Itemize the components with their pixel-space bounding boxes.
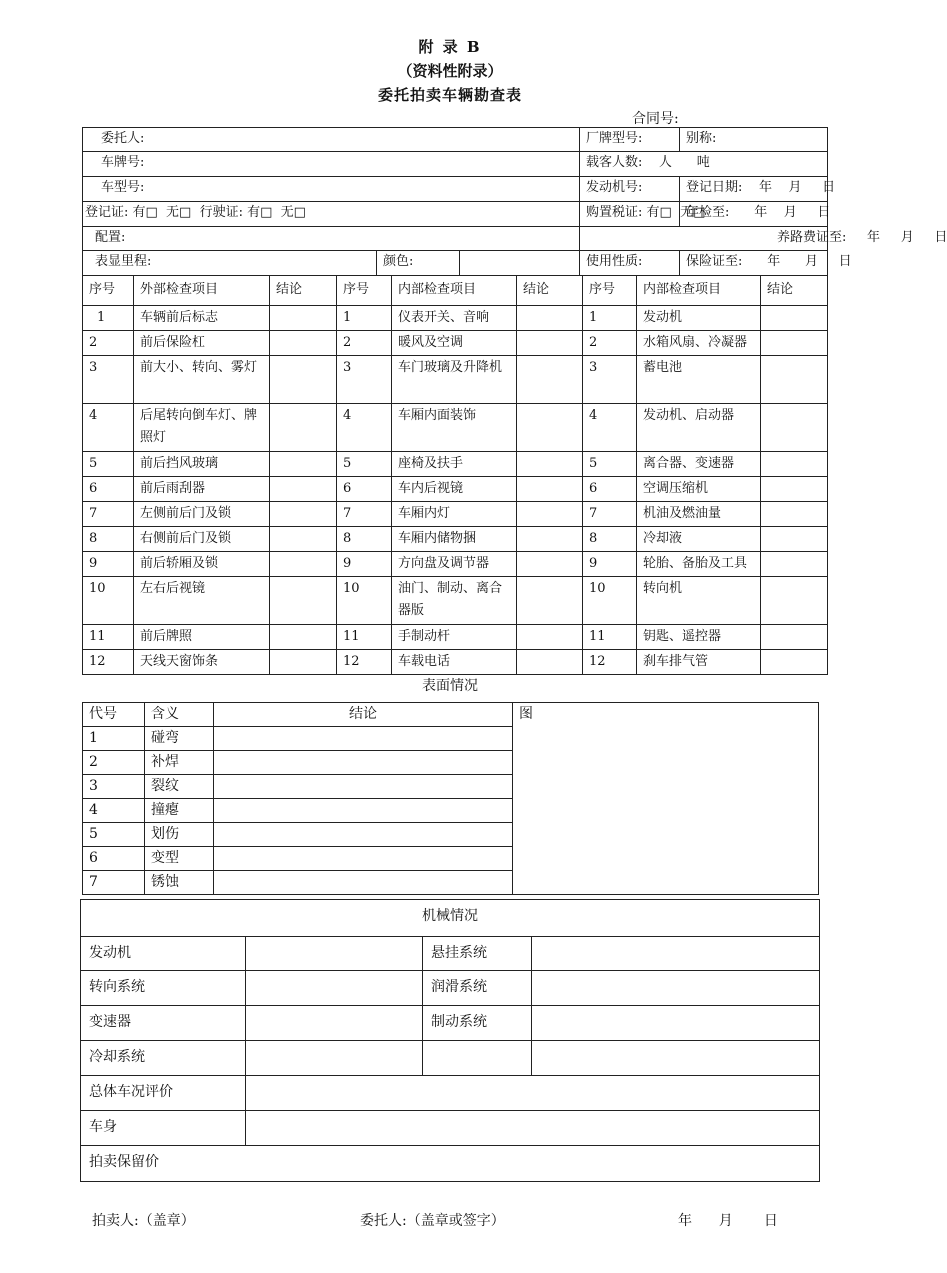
surface-result-cell[interactable] — [214, 775, 513, 799]
surface-result-cell[interactable] — [214, 751, 513, 775]
cooling-label: 冷却系统 — [81, 1041, 246, 1076]
cooling-value[interactable] — [246, 1041, 423, 1076]
checklist-row — [83, 527, 828, 552]
brake-value[interactable] — [532, 1006, 820, 1041]
checklist-item-cell: 离合器、变速器 — [637, 452, 761, 477]
checklist-row — [83, 306, 828, 331]
checklist-item-cell: 前后雨刮器 — [134, 477, 270, 502]
checklist-result-cell[interactable] — [517, 477, 583, 502]
checklist-row — [83, 331, 828, 356]
suspension-label: 悬挂系统 — [423, 937, 532, 971]
checklist-index-cell: 7 — [583, 502, 637, 527]
surface-code-cell: 2 — [83, 751, 145, 775]
signature-date: 年 月 日 — [678, 1213, 778, 1229]
surface-result-cell[interactable] — [214, 799, 513, 823]
checklist-index-cell: 11 — [583, 625, 637, 650]
checklist-index-cell: 8 — [337, 527, 392, 552]
checklist-index-cell: 5 — [83, 452, 134, 477]
checklist-result-cell[interactable] — [761, 404, 828, 452]
insurance-field[interactable]: 保险证至: 年 月 日 — [680, 251, 828, 276]
checklist-result-cell[interactable] — [517, 331, 583, 356]
engine-label: 发动机 — [81, 937, 246, 971]
checklist-index-cell: 4 — [583, 404, 637, 452]
inspection-field[interactable]: 年检至: 年 月 日 — [680, 202, 828, 227]
checklist-result-cell[interactable] — [761, 625, 828, 650]
checklist-item-cell: 前后保险杠 — [134, 331, 270, 356]
surface-result-cell[interactable] — [214, 823, 513, 847]
checklist-index-cell: 3 — [337, 356, 392, 404]
checklist-item-cell: 转向机 — [637, 577, 761, 625]
checklist-row — [83, 577, 828, 625]
surface-meaning-cell: 划伤 — [145, 823, 214, 847]
color-field[interactable]: 颜色: — [377, 251, 460, 276]
checklist-result-cell[interactable] — [270, 306, 337, 331]
page-title: 委托拍卖车辆勘查表 — [377, 86, 522, 104]
plate-field[interactable]: 车牌号: — [83, 152, 580, 177]
body-label: 车身 — [81, 1111, 246, 1146]
auctioneer-signature: 拍卖人:（盖章） — [92, 1213, 195, 1229]
checklist-header-5: 结论 — [517, 276, 583, 306]
checklist-result-cell[interactable] — [761, 577, 828, 625]
vehicle-info-table — [82, 127, 947, 276]
transmission-value[interactable] — [246, 1006, 423, 1041]
checklist-item-cell: 座椅及扶手 — [392, 452, 517, 477]
surface-condition-table — [82, 702, 819, 895]
checklist-item-cell: 刹车排气管 — [637, 650, 761, 675]
checklist-item-cell: 水箱风扇、冷凝器 — [637, 331, 761, 356]
lubrication-value[interactable] — [532, 971, 820, 1006]
checklist-index-cell: 3 — [583, 356, 637, 404]
checklist-result-cell[interactable] — [517, 502, 583, 527]
checklist-item-cell: 发动机、启动器 — [637, 404, 761, 452]
checklist-item-cell: 冷却液 — [637, 527, 761, 552]
checklist-item-cell: 前后轿厢及锁 — [134, 552, 270, 577]
checklist-index-cell: 4 — [337, 404, 392, 452]
checklist-index-cell: 12 — [337, 650, 392, 675]
checklist-index-cell: 7 — [337, 502, 392, 527]
checklist-item-cell: 车厢内灯 — [392, 502, 517, 527]
mechanical-section-title: 机械情况 — [81, 900, 820, 937]
surface-meaning-cell: 裂纹 — [145, 775, 214, 799]
checklist-item-cell: 轮胎、备胎及工具 — [637, 552, 761, 577]
surface-section-title: 表面情况 — [422, 678, 478, 694]
road-fee-field[interactable]: 养路费证至: 年 月 日 — [580, 227, 828, 251]
checklist-index-cell: 4 — [83, 404, 134, 452]
checklist-item-cell: 方向盘及调节器 — [392, 552, 517, 577]
appendix-label: 附 录 B — [418, 38, 482, 56]
surface-header-0: 代号 — [83, 703, 145, 727]
checklist-item-cell: 车内后视镜 — [392, 477, 517, 502]
checklist-result-cell[interactable] — [270, 625, 337, 650]
surface-code-cell: 1 — [83, 727, 145, 751]
checklist-item-cell: 蓄电池 — [637, 356, 761, 404]
appendix-note: （资料性附录） — [397, 62, 503, 80]
checklist-header-1: 外部检查项目 — [134, 276, 270, 306]
checklist-index-cell: 5 — [583, 452, 637, 477]
checklist-row — [83, 552, 828, 577]
checklist-item-cell: 后尾转向倒车灯、牌照灯 — [134, 404, 270, 452]
surface-meaning-cell: 撞瘪 — [145, 799, 214, 823]
surface-meaning-cell: 锈蚀 — [145, 871, 214, 895]
checklist-index-cell: 10 — [83, 577, 134, 625]
checklist-result-cell[interactable] — [270, 477, 337, 502]
engine-number-field[interactable]: 发动机号: — [580, 177, 680, 202]
checklist-result-cell[interactable] — [517, 577, 583, 625]
checklist-result-cell[interactable] — [761, 552, 828, 577]
checklist-index-cell: 6 — [337, 477, 392, 502]
configuration-field[interactable]: 配置: — [83, 227, 580, 251]
checklist-index-cell: 6 — [583, 477, 637, 502]
checklist-item-cell: 右侧前后门及锁 — [134, 527, 270, 552]
checklist-row — [83, 650, 828, 675]
lubrication-label: 润滑系统 — [423, 971, 532, 1006]
checklist-item-cell: 左右后视镜 — [134, 577, 270, 625]
checklist-index-cell: 12 — [83, 650, 134, 675]
consignor-field[interactable]: 委托人: — [83, 128, 580, 152]
checklist-item-cell: 车载电话 — [392, 650, 517, 675]
mechanical-condition-table — [80, 899, 820, 1182]
checklist-index-cell: 1 — [83, 306, 134, 331]
steering-value[interactable] — [246, 971, 423, 1006]
overall-evaluation-value[interactable] — [246, 1076, 820, 1111]
checklist-result-cell[interactable] — [270, 404, 337, 452]
checklist-result-cell[interactable] — [517, 650, 583, 675]
checklist-index-cell: 11 — [83, 625, 134, 650]
checklist-index-cell: 5 — [337, 452, 392, 477]
checklist-result-cell[interactable] — [270, 552, 337, 577]
engine-value[interactable] — [246, 937, 423, 971]
overall-evaluation-label: 总体车况评价 — [81, 1076, 246, 1111]
surface-meaning-cell: 补焊 — [145, 751, 214, 775]
checklist-result-cell[interactable] — [517, 306, 583, 331]
reserve-price-field[interactable]: 拍卖保留价 — [81, 1146, 820, 1182]
contract-number-label: 合同号: — [632, 111, 679, 127]
brand-model-field[interactable]: 厂牌型号: — [580, 128, 680, 152]
checklist-result-cell[interactable] — [270, 650, 337, 675]
surface-code-cell: 6 — [83, 847, 145, 871]
checklist-index-cell: 7 — [83, 502, 134, 527]
checklist-item-cell: 钥匙、遥控器 — [637, 625, 761, 650]
alias-field[interactable]: 别称: — [680, 128, 828, 152]
checklist-header-7: 内部检查项目 — [637, 276, 761, 306]
checklist-row — [83, 502, 828, 527]
consignor-signature: 委托人:（盖章或签字） — [360, 1213, 505, 1229]
checklist-result-cell[interactable] — [761, 650, 828, 675]
checklist-index-cell: 2 — [83, 331, 134, 356]
checklist-row — [83, 404, 828, 452]
checklist-index-cell: 10 — [583, 577, 637, 625]
checklist-index-cell: 1 — [583, 306, 637, 331]
checklist-result-cell[interactable] — [761, 331, 828, 356]
inspection-checklist-table — [82, 275, 828, 675]
checklist-row — [83, 625, 828, 650]
checklist-item-cell: 车厢内储物捆 — [392, 527, 517, 552]
checklist-item-cell: 前后牌照 — [134, 625, 270, 650]
checklist-item-cell: 油门、制动、离合器版 — [392, 577, 517, 625]
vehicle-type-field[interactable]: 车型号: — [83, 177, 580, 202]
checklist-item-cell: 天线天窗饰条 — [134, 650, 270, 675]
checklist-item-cell: 手制动杆 — [392, 625, 517, 650]
checklist-result-cell[interactable] — [270, 577, 337, 625]
transmission-label: 变速器 — [81, 1006, 246, 1041]
checklist-header-3: 序号 — [337, 276, 392, 306]
checklist-row — [83, 356, 828, 404]
suspension-value[interactable] — [532, 937, 820, 971]
checklist-result-cell[interactable] — [761, 527, 828, 552]
surface-meaning-cell: 碰弯 — [145, 727, 214, 751]
checklist-item-cell: 前后挡风玻璃 — [134, 452, 270, 477]
checklist-result-cell[interactable] — [761, 477, 828, 502]
checklist-result-cell[interactable] — [270, 356, 337, 404]
surface-code-cell: 5 — [83, 823, 145, 847]
surface-result-cell[interactable] — [214, 847, 513, 871]
checklist-index-cell: 8 — [583, 527, 637, 552]
surface-header-1: 含义 — [145, 703, 214, 727]
brake-label: 制动系统 — [423, 1006, 532, 1041]
checklist-index-cell: 10 — [337, 577, 392, 625]
checklist-index-cell: 9 — [337, 552, 392, 577]
surface-meaning-cell: 变型 — [145, 847, 214, 871]
checklist-index-cell: 9 — [83, 552, 134, 577]
checklist-index-cell: 3 — [83, 356, 134, 404]
checklist-result-cell[interactable] — [517, 356, 583, 404]
checklist-result-cell[interactable] — [761, 306, 828, 331]
checklist-result-cell[interactable] — [517, 452, 583, 477]
surface-result-cell[interactable] — [214, 727, 513, 751]
checklist-row — [83, 477, 828, 502]
steering-label: 转向系统 — [81, 971, 246, 1006]
checklist-index-cell: 6 — [83, 477, 134, 502]
checklist-result-cell[interactable] — [270, 452, 337, 477]
checklist-item-cell: 车门玻璃及升降机 — [392, 356, 517, 404]
checklist-result-cell[interactable] — [517, 404, 583, 452]
mileage-field[interactable]: 表显里程: — [83, 251, 377, 276]
checklist-result-cell[interactable] — [270, 331, 337, 356]
checklist-header-2: 结论 — [270, 276, 337, 306]
checklist-index-cell: 2 — [337, 331, 392, 356]
checklist-result-cell[interactable] — [270, 502, 337, 527]
checklist-item-cell: 空调压缩机 — [637, 477, 761, 502]
checklist-result-cell[interactable] — [517, 527, 583, 552]
certificates-field[interactable]: 登记证: 有□ 无□ 行驶证: 有□ 无□ — [83, 202, 580, 227]
checklist-index-cell: 11 — [337, 625, 392, 650]
checklist-index-cell: 12 — [583, 650, 637, 675]
body-value[interactable] — [246, 1111, 820, 1146]
surface-code-cell: 3 — [83, 775, 145, 799]
checklist-item-cell: 左侧前后门及锁 — [134, 502, 270, 527]
checklist-item-cell: 车辆前后标志 — [134, 306, 270, 331]
checklist-result-cell[interactable] — [517, 625, 583, 650]
surface-result-cell[interactable] — [214, 871, 513, 895]
registration-date-field[interactable]: 登记日期: 年 月 日 — [680, 177, 828, 202]
checklist-index-cell: 2 — [583, 331, 637, 356]
checklist-item-cell: 发动机 — [637, 306, 761, 331]
surface-code-cell: 4 — [83, 799, 145, 823]
purchase-tax-field[interactable]: 购置税证: 有□ 无□ — [580, 202, 680, 227]
checklist-result-cell[interactable] — [270, 527, 337, 552]
checklist-item-cell: 机油及燃油量 — [637, 502, 761, 527]
checklist-index-cell: 1 — [337, 306, 392, 331]
checklist-item-cell: 车厢内面装饰 — [392, 404, 517, 452]
checklist-result-cell[interactable] — [761, 452, 828, 477]
checklist-row — [83, 452, 828, 477]
surface-code-cell: 7 — [83, 871, 145, 895]
checklist-header-8: 结论 — [761, 276, 828, 306]
checklist-header-0: 序号 — [83, 276, 134, 306]
checklist-result-cell[interactable] — [761, 356, 828, 404]
checklist-item-cell: 前大小、转向、雾灯 — [134, 356, 270, 404]
checklist-header-4: 内部检查项目 — [392, 276, 517, 306]
checklist-result-cell[interactable] — [517, 552, 583, 577]
checklist-item-cell: 仪表开关、音响 — [392, 306, 517, 331]
checklist-index-cell: 9 — [583, 552, 637, 577]
diagram-area[interactable]: 图 — [513, 703, 819, 895]
checklist-index-cell: 8 — [83, 527, 134, 552]
checklist-item-cell: 暖风及空调 — [392, 331, 517, 356]
checklist-header-6: 序号 — [583, 276, 637, 306]
checklist-result-cell[interactable] — [761, 502, 828, 527]
surface-header-2: 结论 — [214, 703, 513, 727]
capacity-field[interactable]: 载客人数: 人 吨 — [580, 152, 828, 177]
usage-field[interactable]: 使用性质: — [580, 251, 680, 276]
